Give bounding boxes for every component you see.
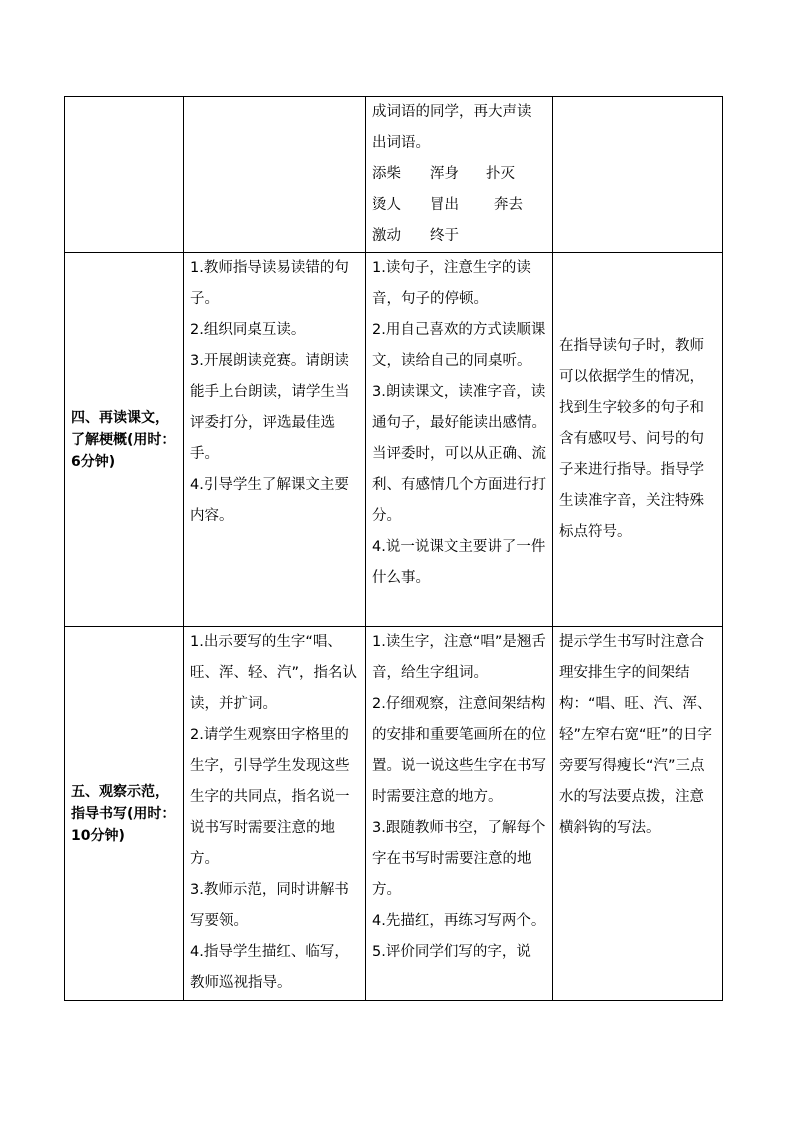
vocab-word: 添柴 (372, 166, 401, 182)
student-step: 1.读句子，注意生字的读音，句子的停顿。 (372, 260, 531, 307)
student-step: 2.用自己喜欢的方式读顺课文，读给自己的同桌听。 (372, 322, 546, 369)
table-row (65, 253, 723, 627)
teacher-step: 2.组织同桌互读。 (190, 322, 306, 338)
teacher-step: 4.指导学生描红、临写，教师巡视指导。 (190, 944, 349, 991)
table-row (65, 627, 723, 1001)
student-activity-cell (366, 253, 553, 627)
teacher-cell-empty (184, 97, 366, 253)
teacher-step: 3.开展朗读竞赛。请朗读能手上台朗读，请学生当评委打分，评选最佳选手。 (190, 353, 350, 462)
teacher-activity-cell (184, 627, 366, 1001)
word-row (372, 159, 546, 190)
teacher-step: 3.教师示范，同时讲解书写要领。 (190, 882, 349, 929)
student-step: 2.仔细观察，注意间架结构的安排和重要笔画所在的位置。说一说这些生字在书写时需要注意的地方。 (372, 696, 546, 805)
word-row (372, 190, 546, 221)
table-row (65, 97, 723, 253)
teacher-step: 2.请学生观察田字格里的生字，引导学生发现这些生字的共同点，指名说一说书写时需要注意的地方。 (190, 727, 350, 867)
word-row (372, 221, 546, 252)
student-activity-cell (366, 627, 553, 1001)
vocab-word: 终于 (430, 228, 459, 244)
student-step: 5.评价同学们写的字，说 (372, 944, 531, 960)
student-step: 3.跟随教师书空，了解每个字在书写时需要注意的地方。 (372, 820, 546, 898)
vocab-word: 浑身 (430, 166, 459, 182)
vocab-word: 奔去 (494, 197, 523, 213)
student-line: 成词语的同学，再大声读 (372, 104, 532, 120)
vocab-word: 扑灭 (486, 166, 515, 182)
student-step: 1.读生字，注意“唱”是翘舌音，给生字组词。 (372, 634, 546, 681)
teacher-step: 4.引导学生了解课文主要内容。 (190, 477, 349, 524)
stage-title: 五、观察示范，指导书写(用时：10分钟) (65, 627, 184, 1001)
teacher-step: 1.教师指导读易读错的句子。 (190, 260, 349, 307)
vocab-word: 激动 (372, 228, 401, 244)
teacher-activity-cell (184, 253, 366, 627)
vocab-word: 冒出 (430, 197, 459, 213)
teacher-step: 1.出示要写的生字“唱、旺、浑、轻、汽”，指名认读，并扩词。 (190, 634, 358, 712)
stage-cell-empty (65, 97, 184, 253)
design-note: 提示学生书写时注意合理安排生字的间架结构：“唱、旺、汽、浑、轻”左窄右宽“旺”的日字旁要写得瘦长“汽”三点水的写法要点拨，注意横斜钩的写法。 (553, 627, 723, 1001)
student-activity-cell (366, 97, 553, 253)
design-note: 在指导读句子时，教师可以依据学生的情况，找到生字较多的句子和含有感叹号、问号的句子来进行指导。指导学生读准字音，关注特殊标点符号。 (553, 253, 723, 627)
student-step: 3.朗读课文，读准字音，读通句子，最好能读出感情。当评委时，可以从正确、流利、有感情几个方面进行打分。 (372, 384, 546, 524)
design-note-cell-empty (553, 97, 723, 253)
vocab-word: 烫人 (372, 197, 401, 213)
lesson-plan-table (64, 96, 723, 1001)
stage-title: 四、再读课文，了解梗概(用时：6分钟) (65, 253, 184, 627)
student-step: 4.说一说课文主要讲了一件什么事。 (372, 539, 546, 586)
student-line: 出词语。 (372, 135, 430, 151)
student-step: 4.先描红，再练习写两个。 (372, 913, 546, 929)
